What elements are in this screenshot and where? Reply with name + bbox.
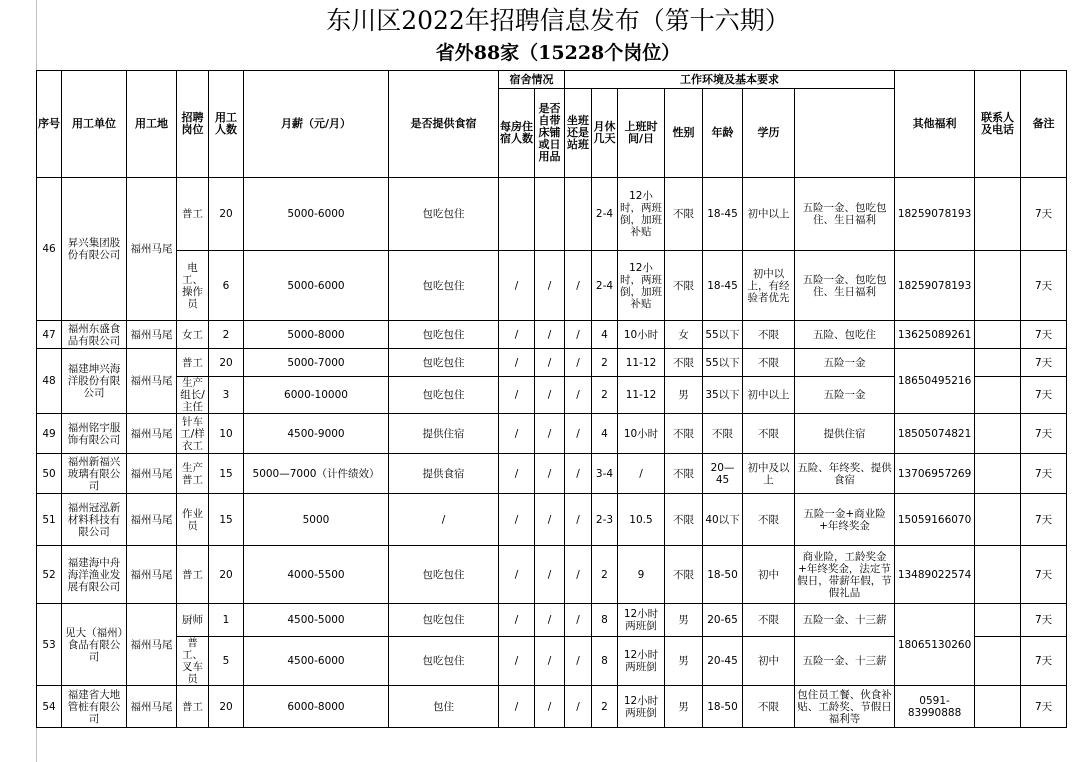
cell-days: 2-4 (592, 178, 618, 251)
cell-seq: 52 (37, 546, 62, 604)
cell-edu: 不限 (743, 414, 795, 454)
cell-sit: / (565, 686, 592, 728)
cell-food: 包吃包住 (389, 546, 499, 604)
cell-benefits: 五险一金、十三薪 (795, 637, 895, 686)
cell-remark (975, 377, 1021, 414)
cell-benefits: 五险、年终奖、提供食宿 (795, 454, 895, 494)
header-sit-stand: 坐班还是站班 (565, 89, 592, 178)
cell-contact: 18505074821 (895, 414, 975, 454)
cell-hours: 12小时两班倒 (618, 637, 665, 686)
cell-dorm: / (499, 494, 535, 546)
cell-gender: 不限 (665, 251, 703, 321)
cell-days: 4 (592, 321, 618, 349)
cell-count: 5 (209, 637, 244, 686)
cell-edu: 不限 (743, 604, 795, 637)
cell-hours: 10.5 (618, 494, 665, 546)
cell-position: 女工 (177, 321, 209, 349)
cell-remark (975, 414, 1021, 454)
cell-age: 20-45 (703, 637, 743, 686)
cell-salary: 5000—7000（计件绩效） (244, 454, 389, 494)
header-days-off: 月休几天 (592, 89, 618, 178)
cell-bedding: / (535, 377, 565, 414)
cell-location: 福州马尾 (127, 349, 177, 414)
cell-bedding: / (535, 494, 565, 546)
cell-valid: 7天 (1021, 349, 1067, 377)
cell-remark (975, 349, 1021, 377)
cell-contact: 13625089261 (895, 321, 975, 349)
cell-age: 18-50 (703, 546, 743, 604)
cell-salary: 5000-6000 (244, 178, 389, 251)
cell-sit: / (565, 251, 592, 321)
cell-gender: 男 (665, 377, 703, 414)
cell-hours: / (618, 454, 665, 494)
cell-valid: 7天 (1021, 321, 1067, 349)
cell-company: 福建坤兴海洋股份有限公司 (62, 349, 127, 414)
cell-contact: 18259078193 (895, 251, 975, 321)
cell-gender: 不限 (665, 494, 703, 546)
cell-position: 生产组长/主任 (177, 377, 209, 414)
cell-sit: / (565, 454, 592, 494)
cell-location: 福州马尾 (127, 321, 177, 349)
cell-remark (975, 178, 1021, 251)
cell-salary: 6000-10000 (244, 377, 389, 414)
cell-remark (975, 321, 1021, 349)
cell-hours: 11-12 (618, 349, 665, 377)
cell-contact: 15059166070 (895, 494, 975, 546)
cell-food: 包吃包住 (389, 321, 499, 349)
cell-position: 普工 (177, 349, 209, 377)
cell-count: 20 (209, 178, 244, 251)
cell-edu: 初中以上，有经验者优先 (743, 251, 795, 321)
cell-food: 包吃包住 (389, 377, 499, 414)
cell-company: 福州冠泓新材料科技有限公司 (62, 494, 127, 546)
cell-days: 2 (592, 349, 618, 377)
cell-company: 昇兴集团股份有限公司 (62, 178, 127, 321)
cell-remark (975, 251, 1021, 321)
cell-position: 电工、操作员 (177, 251, 209, 321)
cell-bedding: / (535, 637, 565, 686)
cell-sit: / (565, 604, 592, 637)
cell-hours: 12小时两班倒 (618, 686, 665, 728)
cell-dorm: / (499, 546, 535, 604)
cell-salary: 4000-5500 (244, 546, 389, 604)
cell-contact: 0591-83990888 (895, 686, 975, 728)
header-dorm-group: 宿舍情况 (499, 71, 565, 89)
cell-benefits: 商业险，工龄奖金+年终奖金，法定节假日，带薪年假，节假礼品 (795, 546, 895, 604)
cell-sit: / (565, 349, 592, 377)
cell-edu: 不限 (743, 494, 795, 546)
header-benefits: 其他福利 (895, 71, 975, 178)
cell-salary: 5000 (244, 494, 389, 546)
cell-gender: 不限 (665, 454, 703, 494)
cell-food: 提供食宿 (389, 454, 499, 494)
cell-age: 18-45 (703, 178, 743, 251)
cell-salary: 5000-7000 (244, 349, 389, 377)
cell-days: 2-4 (592, 251, 618, 321)
cell-hours: 10小时 (618, 321, 665, 349)
cell-bedding: / (535, 546, 565, 604)
cell-valid: 7天 (1021, 494, 1067, 546)
cell-gender: 不限 (665, 414, 703, 454)
cell-count: 10 (209, 414, 244, 454)
cell-salary: 5000-8000 (244, 321, 389, 349)
cell-seq: 50 (37, 454, 62, 494)
cell-location: 福州马尾 (127, 604, 177, 686)
cell-contact: 13706957269 (895, 454, 975, 494)
cell-valid: 7天 (1021, 686, 1067, 728)
cell-benefits: 提供住宿 (795, 414, 895, 454)
cell-benefits: 五险一金+商业险+年终奖金 (795, 494, 895, 546)
cell-seq: 54 (37, 686, 62, 728)
cell-bedding: / (535, 686, 565, 728)
header-location: 用工地 (127, 71, 177, 178)
page-subtitle: 省外88家（15228个岗位） (435, 42, 681, 64)
cell-dorm: / (499, 377, 535, 414)
cell-count: 20 (209, 546, 244, 604)
cell-benefits: 五险一金 (795, 349, 895, 377)
recruitment-table (36, 70, 1067, 728)
cell-position: 普工 (177, 546, 209, 604)
cell-gender: 男 (665, 604, 703, 637)
cell-sit: / (565, 321, 592, 349)
header-dorm-bedding: 是否自带床铺或日用品 (535, 89, 565, 178)
cell-gender: 男 (665, 637, 703, 686)
page-title: 东川区2022年招聘信息发布（第十六期） (326, 6, 790, 35)
cell-age: 55以下 (703, 349, 743, 377)
table-row (37, 454, 1067, 494)
cell-sit (565, 178, 592, 251)
cell-salary: 5000-6000 (244, 251, 389, 321)
table-row (37, 414, 1067, 454)
header-age: 年龄 (703, 89, 743, 178)
cell-age: 55以下 (703, 321, 743, 349)
cell-food: 包住 (389, 686, 499, 728)
table-row (37, 251, 1067, 321)
cell-days: 2-3 (592, 494, 618, 546)
cell-valid: 7天 (1021, 414, 1067, 454)
cell-dorm: / (499, 349, 535, 377)
cell-hours: 11-12 (618, 377, 665, 414)
cell-location: 福州马尾 (127, 178, 177, 321)
cell-benefits: 五险一金、十三薪 (795, 604, 895, 637)
cell-dorm: / (499, 686, 535, 728)
cell-benefits: 五险一金 (795, 377, 895, 414)
table-row (37, 349, 1067, 377)
cell-age: 20-65 (703, 604, 743, 637)
cell-bedding: / (535, 251, 565, 321)
cell-remark (975, 604, 1021, 637)
cell-edu: 不限 (743, 321, 795, 349)
cell-dorm: / (499, 604, 535, 637)
cell-location: 福州马尾 (127, 494, 177, 546)
cell-contact: 18065130260 (895, 604, 975, 686)
cell-valid: 7天 (1021, 251, 1067, 321)
cell-food: / (389, 494, 499, 546)
cell-count: 15 (209, 454, 244, 494)
cell-edu: 初中以上 (743, 178, 795, 251)
cell-bedding: / (535, 321, 565, 349)
cell-days: 4 (592, 414, 618, 454)
cell-hours: 12小时两班倒 (618, 604, 665, 637)
cell-sit: / (565, 637, 592, 686)
header-education: 学历 (743, 89, 795, 178)
cell-position: 针车工/样衣工 (177, 414, 209, 454)
cell-position: 生产普工 (177, 454, 209, 494)
cell-sit: / (565, 546, 592, 604)
cell-position: 普工、叉车员 (177, 637, 209, 686)
cell-dorm: / (499, 414, 535, 454)
cell-company: 福州新福兴玻璃有限公司 (62, 454, 127, 494)
header-work-hours: 上班时间/日 (618, 89, 665, 178)
cell-gender: 不限 (665, 546, 703, 604)
table-row (37, 494, 1067, 546)
cell-bedding: / (535, 349, 565, 377)
cell-count: 3 (209, 377, 244, 414)
header-dorm-per-room: 每房住宿人数 (499, 89, 535, 178)
header-remark: 备注 (1021, 71, 1067, 178)
header-env-group: 工作环境及基本要求 (565, 71, 895, 89)
cell-position: 普工 (177, 178, 209, 251)
cell-benefits: 五险一金、包吃包住、生日福利 (795, 251, 895, 321)
cell-salary: 4500-6000 (244, 637, 389, 686)
cell-remark (975, 454, 1021, 494)
cell-age: 35以下 (703, 377, 743, 414)
cell-valid: 7天 (1021, 454, 1067, 494)
cell-days: 8 (592, 604, 618, 637)
cell-valid: 7天 (1021, 377, 1067, 414)
cell-edu: 初中 (743, 546, 795, 604)
cell-count: 20 (209, 349, 244, 377)
cell-remark (975, 637, 1021, 686)
cell-benefits: 包住员工餐、伙食补贴、工龄奖、节假日福利等 (795, 686, 895, 728)
cell-age: 20—45 (703, 454, 743, 494)
cell-sit: / (565, 414, 592, 454)
cell-position: 厨师 (177, 604, 209, 637)
cell-count: 2 (209, 321, 244, 349)
cell-days: 2 (592, 686, 618, 728)
cell-position: 作业员 (177, 494, 209, 546)
cell-dorm (499, 178, 535, 251)
cell-seq: 47 (37, 321, 62, 349)
cell-valid: 7天 (1021, 178, 1067, 251)
header-contact: 联系人及电话 (975, 71, 1021, 178)
cell-edu: 初中及以上 (743, 454, 795, 494)
cell-dorm: / (499, 321, 535, 349)
cell-salary: 4500-9000 (244, 414, 389, 454)
cell-food: 包吃包住 (389, 178, 499, 251)
cell-remark (975, 494, 1021, 546)
cell-food: 包吃包住 (389, 251, 499, 321)
cell-sit: / (565, 377, 592, 414)
cell-count: 6 (209, 251, 244, 321)
cell-contact: 13489022574 (895, 546, 975, 604)
cell-benefits: 五险一金、包吃包住、生日福利 (795, 178, 895, 251)
cell-valid: 7天 (1021, 604, 1067, 637)
table-row (37, 546, 1067, 604)
cell-edu: 初中 (743, 637, 795, 686)
cell-count: 20 (209, 686, 244, 728)
cell-seq: 53 (37, 604, 62, 686)
cell-location: 福州马尾 (127, 414, 177, 454)
cell-company: 见大（福州）食品有限公司 (62, 604, 127, 686)
cell-valid: 7天 (1021, 637, 1067, 686)
cell-age: 40以下 (703, 494, 743, 546)
cell-location: 福州马尾 (127, 546, 177, 604)
cell-contact: 18650495216 (895, 349, 975, 414)
cell-dorm: / (499, 637, 535, 686)
cell-contact: 18259078193 (895, 178, 975, 251)
cell-remark (975, 686, 1021, 728)
cell-location: 福州马尾 (127, 686, 177, 728)
cell-hours: 10小时 (618, 414, 665, 454)
cell-edu: 不限 (743, 686, 795, 728)
cell-salary: 6000-8000 (244, 686, 389, 728)
header-company: 用工单位 (62, 71, 127, 178)
header-position: 招聘岗位 (177, 71, 209, 178)
cell-edu: 不限 (743, 349, 795, 377)
cell-bedding: / (535, 604, 565, 637)
cell-days: 2 (592, 377, 618, 414)
cell-bedding (535, 178, 565, 251)
header-seq: 序号 (37, 71, 62, 178)
table-row (37, 178, 1067, 251)
header-count: 用工人数 (209, 71, 244, 178)
cell-age: 18-50 (703, 686, 743, 728)
table-row (37, 604, 1067, 637)
header-gender: 性别 (665, 89, 703, 178)
cell-count: 15 (209, 494, 244, 546)
cell-gender: 男 (665, 686, 703, 728)
cell-remark (975, 546, 1021, 604)
cell-food: 包吃包住 (389, 637, 499, 686)
cell-hours: 9 (618, 546, 665, 604)
cell-location: 福州马尾 (127, 454, 177, 494)
cell-seq: 49 (37, 414, 62, 454)
cell-benefits: 五险、包吃住 (795, 321, 895, 349)
table-row (37, 321, 1067, 349)
cell-days: 8 (592, 637, 618, 686)
header-salary: 月薪（元/月） (244, 71, 389, 178)
cell-days: 3-4 (592, 454, 618, 494)
cell-food: 提供住宿 (389, 414, 499, 454)
cell-company: 福建省大地管桩有限公司 (62, 686, 127, 728)
cell-dorm: / (499, 251, 535, 321)
header-food-lodging: 是否提供食宿 (389, 71, 499, 178)
cell-company: 福州东盛食品有限公司 (62, 321, 127, 349)
cell-age: 18-45 (703, 251, 743, 321)
cell-salary: 4500-5000 (244, 604, 389, 637)
cell-position: 普工 (177, 686, 209, 728)
cell-count: 1 (209, 604, 244, 637)
cell-dorm: / (499, 454, 535, 494)
cell-sit: / (565, 494, 592, 546)
cell-food: 包吃包住 (389, 349, 499, 377)
cell-seq: 48 (37, 349, 62, 414)
cell-edu: 初中以上 (743, 377, 795, 414)
cell-food: 包吃包住 (389, 604, 499, 637)
cell-company: 福州铭宇服饰有限公司 (62, 414, 127, 454)
cell-gender: 女 (665, 321, 703, 349)
cell-seq: 51 (37, 494, 62, 546)
cell-valid: 7天 (1021, 546, 1067, 604)
cell-bedding: / (535, 414, 565, 454)
cell-bedding: / (535, 454, 565, 494)
cell-gender: 不限 (665, 178, 703, 251)
cell-seq: 46 (37, 178, 62, 321)
cell-hours: 12小时，两班倒，加班补贴 (618, 178, 665, 251)
cell-company: 福建海中舟海洋渔业发展有限公司 (62, 546, 127, 604)
cell-age: 不限 (703, 414, 743, 454)
cell-gender: 不限 (665, 349, 703, 377)
cell-days: 2 (592, 546, 618, 604)
table-row (37, 686, 1067, 728)
cell-hours: 12小时，两班倒，加班补贴 (618, 251, 665, 321)
